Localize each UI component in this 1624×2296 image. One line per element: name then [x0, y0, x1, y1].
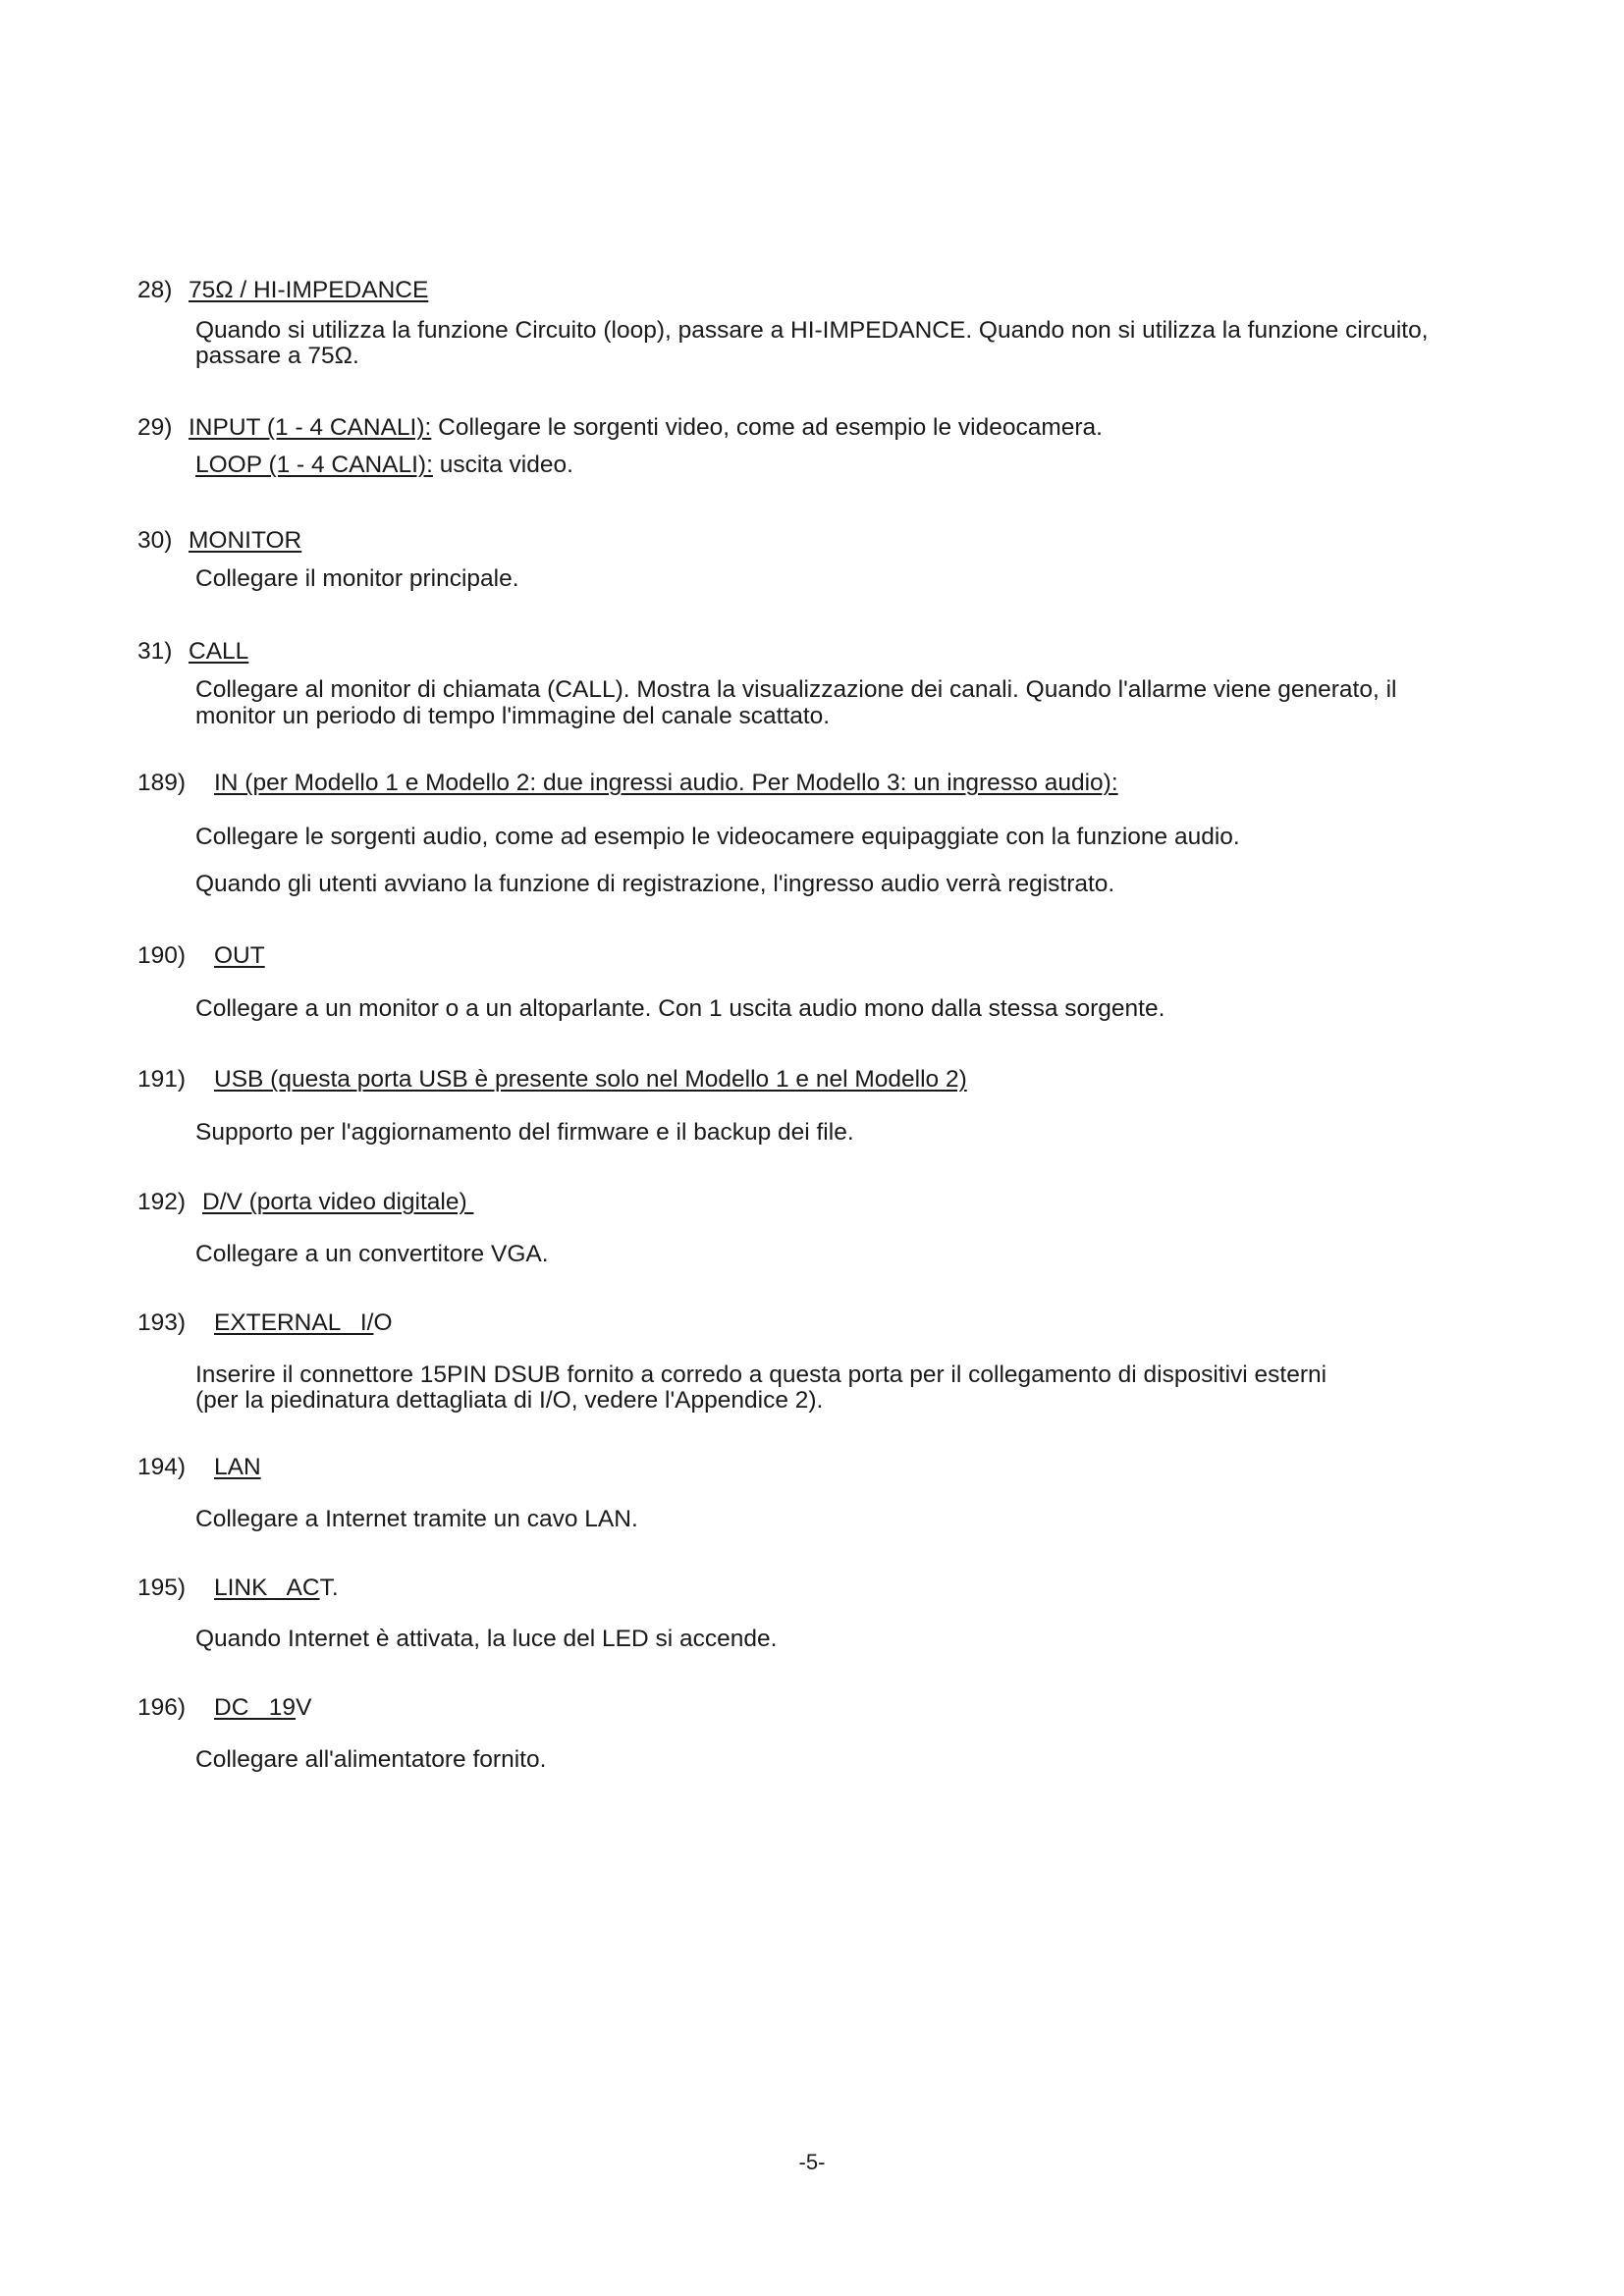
item-title: EXTERNAL I/	[214, 1309, 374, 1336]
item-text: Quando gli utenti avviano la funzione di registrazione, l'ingresso audio verrà registrato.	[195, 871, 1115, 897]
item-text: Supporto per l'aggiornamento del firmware e il backup dei file.	[195, 1119, 854, 1146]
item-title-line	[214, 1309, 393, 1336]
item-text: Collegare a un monitor o a un altoparlante. Con 1 uscita audio mono dalla stessa sorgente.	[195, 995, 1165, 1022]
item-text: Collegare le sorgenti audio, come ad esempio le videocamere equipaggiate con la funzione audio.	[195, 824, 1240, 850]
item-title: IN (per Modello 1 e Modello 2: due ingressi audio. Per Modello 3: un ingresso audio):	[214, 770, 1118, 796]
item-text: Inserire il connettore 15PIN DSUB fornito a corredo a questa porta per il collegamento di dispositivi esterni	[195, 1362, 1327, 1388]
item-number: 191)	[137, 1066, 187, 1093]
item-title: USB (questa porta USB è presente solo nel Modello 1 e nel Modello 2)	[214, 1066, 967, 1093]
item-text: (per la piedinatura dettagliata di I/O, vedere l'Appendice 2).	[195, 1387, 824, 1414]
item-title: D/V (porta video digitale)	[202, 1189, 474, 1215]
item-text: passare a 75Ω.	[195, 343, 359, 369]
item-text: Collegare il monitor principale.	[195, 565, 519, 592]
item-text: Collegare al monitor di chiamata (CALL). Mostra la visualizzazione dei canali. Quando l'allarme viene generato, il	[195, 676, 1397, 703]
item-text: monitor un periodo di tempo l'immagine del canale scattato.	[195, 703, 831, 729]
item-text: Quando Internet è attivata, la luce del LED si accende.	[195, 1626, 778, 1652]
item-number: 192)	[137, 1189, 187, 1215]
item-text: Collegare all'alimentatore fornito.	[195, 1746, 547, 1773]
item-title: INPUT (1 - 4 CANALI):	[189, 414, 432, 441]
item-title: LAN	[214, 1454, 261, 1480]
item-title-line	[214, 1694, 311, 1721]
item-number: 194)	[137, 1454, 187, 1480]
item-subtitle-line	[195, 452, 573, 478]
item-subtitle: LOOP (1 - 4 CANALI):	[195, 452, 433, 478]
item-number: 196)	[137, 1694, 187, 1721]
item-title-suffix: Collegare le sorgenti video, come ad esempio le videocamera.	[431, 414, 1103, 441]
item-title-line	[214, 1575, 339, 1601]
item-text: Collegare a Internet tramite un cavo LAN.	[195, 1506, 638, 1532]
item-number: 193)	[137, 1309, 187, 1336]
item-text: Quando si utilizza la funzione Circuito (loop), passare a HI-IMPEDANCE. Quando non si utilizza la funzione circuito,	[195, 317, 1429, 344]
item-number: 30)	[137, 527, 173, 554]
item-title: MONITOR	[189, 527, 302, 554]
item-number: 31)	[137, 638, 173, 665]
item-number: 190)	[137, 942, 187, 969]
item-title: 75Ω / HI-IMPEDANCE	[189, 277, 429, 303]
item-text: Collegare a un convertitore VGA.	[195, 1241, 549, 1267]
item-title: LINK AC	[214, 1575, 320, 1601]
item-title: DC 19	[214, 1694, 297, 1721]
item-subtitle-suffix: uscita video.	[432, 452, 573, 478]
item-title-line	[189, 414, 1103, 441]
item-number: 195)	[137, 1575, 187, 1601]
item-number: 189)	[137, 770, 187, 796]
item-title: OUT	[214, 942, 265, 969]
item-title: CALL	[189, 638, 249, 665]
page-number: -5-	[798, 2150, 826, 2174]
item-title-suffix: V	[296, 1694, 312, 1721]
item-title-suffix: T.	[319, 1575, 339, 1601]
item-number: 28)	[137, 277, 173, 303]
item-number: 29)	[137, 414, 173, 441]
item-title-suffix: O	[373, 1309, 393, 1336]
